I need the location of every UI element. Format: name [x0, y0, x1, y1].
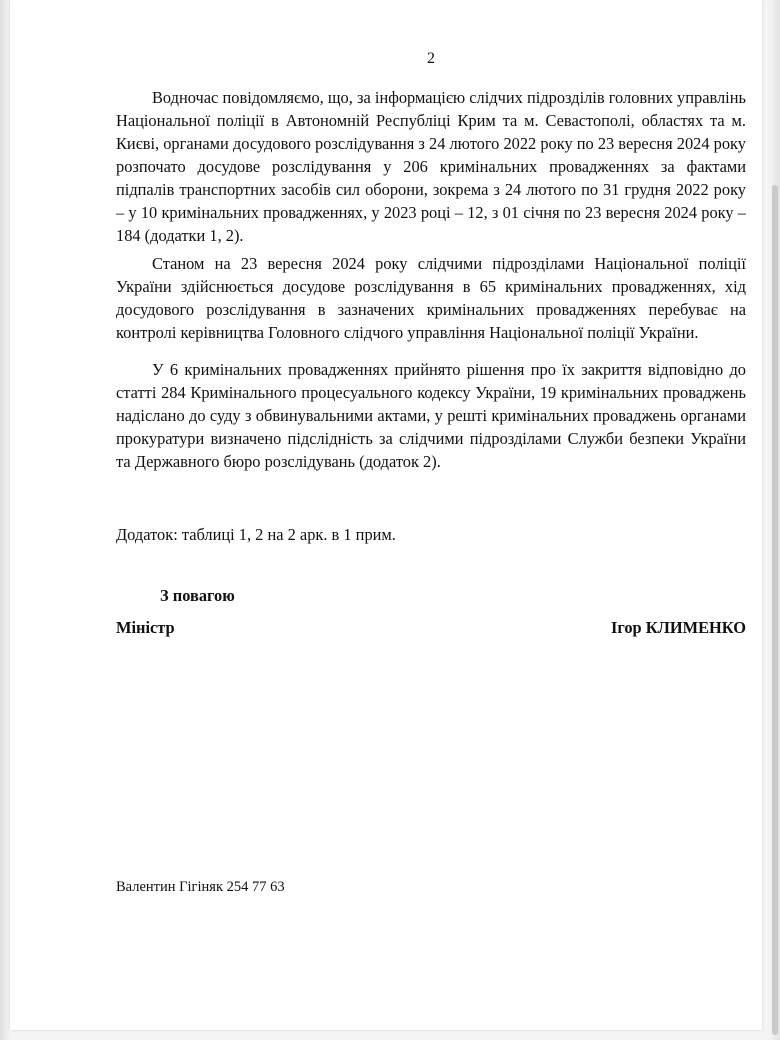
paragraph-criminal-proceedings-opened: Водночас повідомляємо, що, за інформацією слідчих підрозділів головних управлінь Національної поліції в Автономній Республіці Крим та м. Севастополі, областях та м. Києві, органами досудового розслідування з 24 лютого 2022 року по 23 вересня 2024 року розпочато досудове розслідування у 206 кримінальних провадженнях за фактами підпалів транспортних засобів сил оборони, зокрема з 24 лютого по 31 грудня 2022 року – у 10 кримінальних провадженнях, у 2023 році – 12, з 01 січня по 23 вересня 2024 року – 184 (додатки 1, 2). [116, 88, 746, 245]
document-page [10, 0, 762, 1030]
signer-position: Міністр [116, 618, 175, 637]
vertical-scrollbar[interactable] [772, 185, 778, 1035]
signer-name: Ігор КЛИМЕНКО [610, 618, 746, 637]
executor-contact: Валентин Гігіняк 254 77 63 [116, 879, 285, 895]
attachment-note: Додаток: таблиці 1, 2 на 2 арк. в 1 прим. [116, 525, 396, 544]
closing-phrase: З повагою [160, 586, 235, 605]
page-number: 2 [427, 50, 435, 67]
paragraph-ongoing-investigations: Станом на 23 вересня 2024 року слідчими підрозділами Національної поліції України здійснюється досудове розслідування в 65 кримінальних провадженнях, хід досудового розслідування в зазначених кримінальних провадженнях перебуває на контролі керівництва Головного слідчого управління Національної поліції України. [116, 254, 746, 342]
paragraph-closed-proceedings: У 6 кримінальних провадженнях прийнято рішення про їх закриття відповідно до статті 284 Кримінального процесуального кодексу України, 19 кримінальних проваджень надіслано до суду з обвинувальними актами, у решті кримінальних проваджень органами прокуратури визначено підслідність за слідчими підрозділами Служби безпеки України та Державного бюро розслідувань (додаток 2). [116, 360, 746, 471]
